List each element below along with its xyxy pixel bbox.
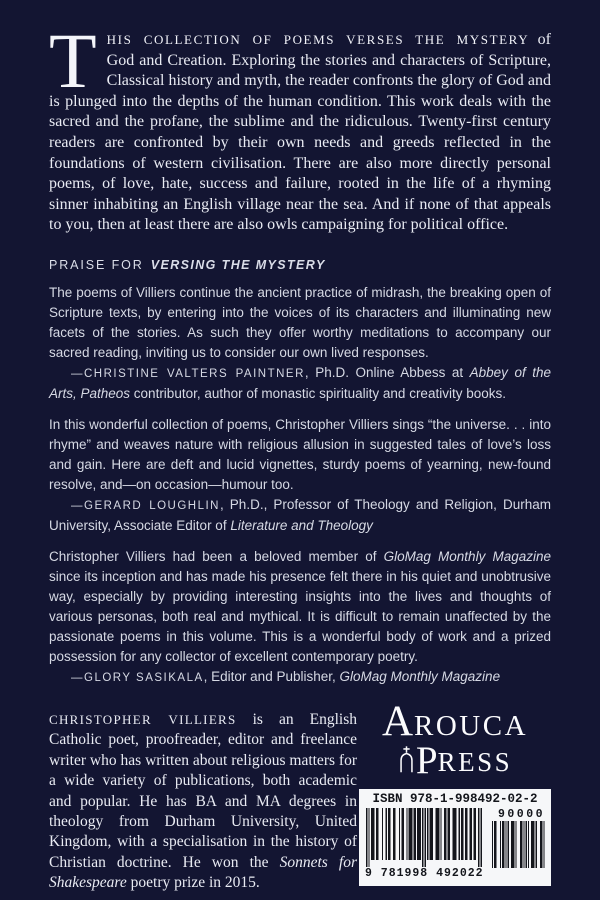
quote-text: since its inception and has made his presence felt there in his quiet and unobtrusive way, especially by providing interesting insights into the lives and thoughts of various personas, both real and mythical. It is difficult to remain unaffected by the passionate poems in this volume. This is a wonderful body of work and a prized possession for any collector of excellent contemporary poetry. — [49, 568, 551, 664]
attribution-detail: , Ph.D., Professor of Theology and Religion, Durham University, Associate Editor of — [49, 496, 552, 533]
praise-quote-1 — [49, 283, 551, 363]
author-name: CHRISTOPHER VILLIERS — [49, 711, 237, 727]
supplement-digits: 90000 — [497, 807, 545, 821]
quote-text: Christopher Villiers had been a beloved member of — [49, 548, 384, 564]
attribution-work-italic: Literature and Theology — [230, 517, 373, 533]
publisher-column — [359, 697, 551, 894]
logo-initial-a: A — [381, 697, 415, 745]
praise-attribution-1 — [49, 363, 551, 404]
attribution-work-italic: Abbey of the Arts, Patheos — [49, 364, 551, 401]
bottom-section — [49, 697, 551, 894]
ean13-bars-icon — [366, 808, 482, 867]
publisher-logo-line1 — [381, 697, 529, 747]
quote-magazine-italic: GloMag Monthly Magazine — [383, 548, 552, 564]
attribution-name: —CHRISTINE VALTERS PAINTNER — [71, 367, 305, 380]
supplement-bars-icon — [492, 821, 545, 868]
praise-heading — [49, 258, 551, 272]
ean13-digits: 9 781998 492022 — [365, 866, 484, 880]
attribution-detail: , Editor and Publisher, — [203, 668, 340, 684]
logo-initial-p: P — [415, 738, 438, 782]
praise-heading-book-title: VERSING THE MYSTERY — [150, 257, 326, 272]
publisher-logo-line2 — [382, 738, 528, 782]
dropcap-letter: T — [49, 17, 97, 104]
logo-rest-rouca: ROUCA — [414, 709, 529, 742]
publisher-logo — [381, 697, 529, 782]
attribution-name: —GERARD LOUGHLIN — [71, 499, 220, 512]
isbn-barcode-panel — [359, 789, 551, 886]
praise-quote-2 — [49, 415, 551, 495]
praise-heading-prefix: PRAISE FOR — [49, 257, 144, 272]
synopsis-paragraph — [49, 17, 551, 236]
attribution-name: —GLORY SASIKALA — [71, 671, 204, 684]
praise-attribution-2 — [49, 495, 551, 536]
bio-text: is an English Catholic poet, proofreader, editor and freelance writer who has written about religious matters for a wide variety of publications, both academic and popular. He has BA and MA degrees in theology from Durham University, United Kingdom, with a specialisation in the history of Christian doctrine. He won the — [49, 710, 357, 871]
attribution-work-italic: GloMag Monthly Magazine — [339, 668, 501, 684]
supplement-barcode — [492, 808, 545, 880]
barcode-bars-row — [365, 808, 545, 880]
author-bio — [49, 710, 357, 894]
synopsis-lead-caps: HIS COLLECTION OF POEMS VERSES THE MYSTERY — [106, 32, 530, 47]
synopsis-body-text: of God and Creation. Exploring the stories and characters of Scripture, Classical history and myth, the reader confronts the glory of God and is plunged into the depths of the human condition. This work deals with the sacred and the profane, the sublime and the ridiculous. Twenty-first century readers are confronted by their own needs and greeds reflected in the foundations of western civilisation. There are also more directly personal poems, of love, hate, success and failure, rooted in the life of a rhyming sinner inhabiting an English village near the sea. And if none of that appeals to you, then at least there are also owls campaigning for political office. — [49, 31, 551, 234]
praise-attribution-3 — [49, 667, 551, 688]
logo-rest-ress: RESS — [437, 746, 513, 777]
isbn-number: ISBN 978-1-998492-02-2 — [372, 791, 538, 806]
bell-tower-icon — [398, 744, 415, 775]
attribution-tail: contributor, author of monastic spirituality and creativity books. — [130, 385, 506, 401]
ean13-barcode — [365, 808, 484, 880]
attribution-detail: , Ph.D. Online Abbess at — [304, 364, 470, 380]
quote-text: In this wonderful collection of poems, Christopher Villiers sings “the universe. . . into rhyme” and weaves nature with religious allusion in suggested tales of love’s loss and gain. Here are deft and lucid vignettes, sturdy poems of yearning, new-found resolve, and—on occasion—humour too. — [49, 416, 551, 492]
bio-text-tail: poetry prize in 2015. — [126, 874, 260, 892]
bio-prize-italic: Sonnets for Shakespeare — [49, 853, 357, 892]
quote-text: The poems of Villiers continue the ancient practice of midrash, the breaking open of Scripture texts, by entering into the voices of its characters and illuminating new facets of the stories. As such they offer worthy meditations to accompany our sacred reading, inviting us to consider our own lived responses. — [49, 284, 551, 360]
praise-quote-3 — [49, 547, 551, 667]
